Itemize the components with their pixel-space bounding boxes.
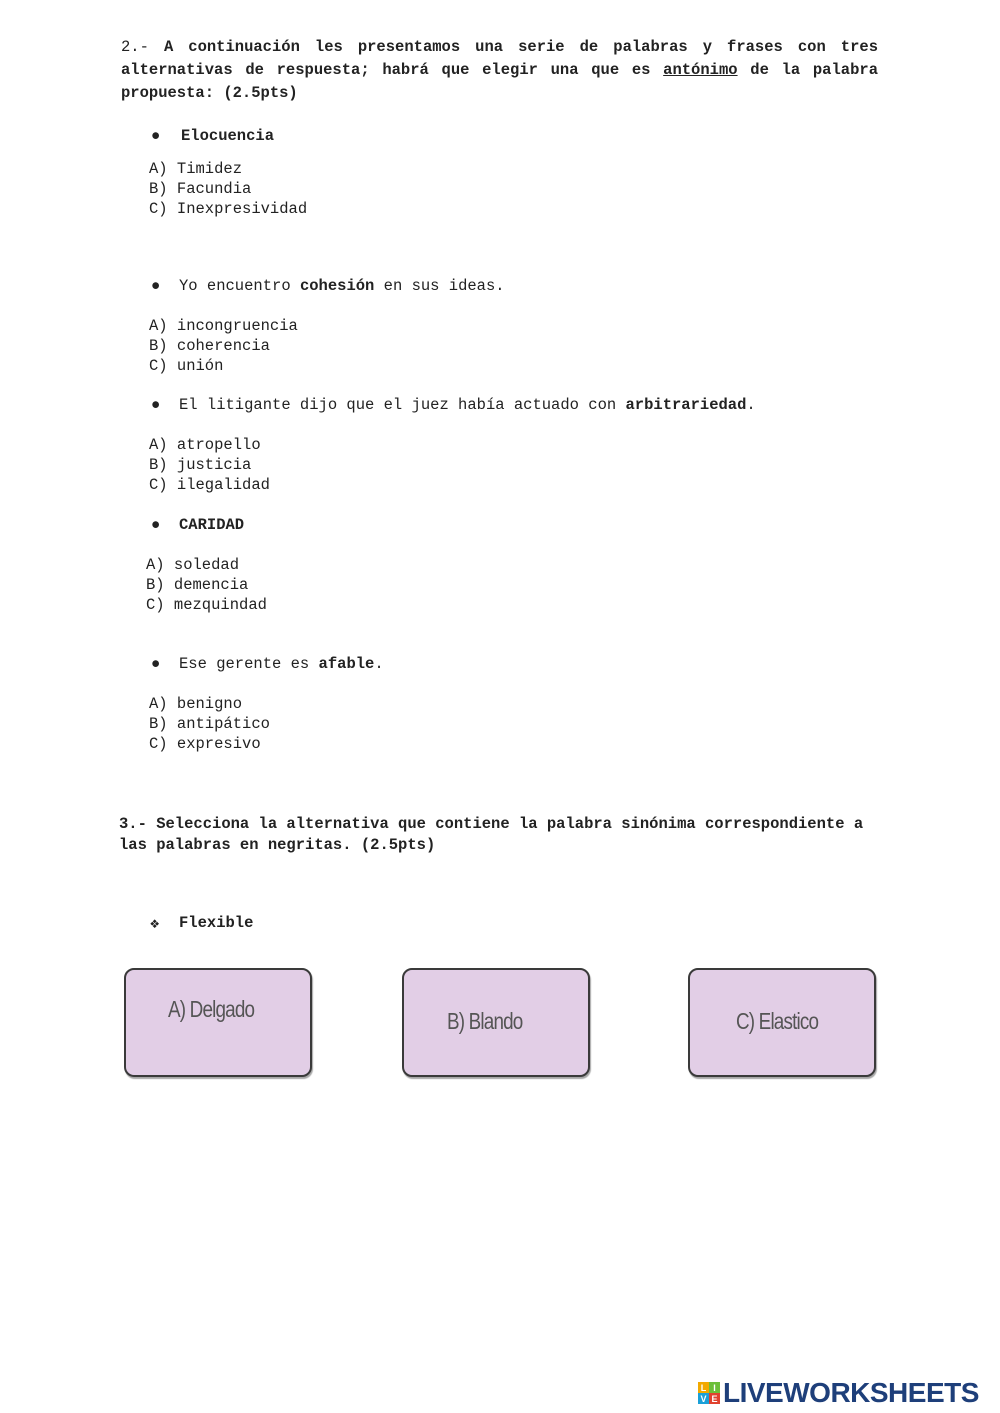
item-2-option-b[interactable]: B) coherencia — [149, 337, 270, 355]
choice-a-label: A) Delgado — [168, 996, 255, 1022]
item-1-option-a[interactable]: A) Timidez — [149, 160, 243, 178]
section-2-text-before: A continuación les presentamos una serie de palabras y frases con tres alternativas de respuesta; habrá que elegir una que es — [121, 38, 878, 79]
item-2-word: cohesión — [299, 277, 375, 295]
item-3-option-a[interactable]: A) atropello — [149, 436, 261, 454]
choice-c-button[interactable] — [688, 968, 876, 1077]
logo-mark-icon: L I V E — [698, 1382, 720, 1404]
flexible-word: Flexible — [179, 914, 254, 932]
item-4-option-c[interactable]: C) mezquindad — [146, 596, 267, 614]
bullet-icon: ● — [151, 655, 161, 673]
item-5-word: afable — [318, 655, 375, 673]
item-5-option-a[interactable]: A) benigno — [149, 695, 243, 713]
item-3-prompt: El litigante dijo que el juez había actuado con arbitrariedad. — [179, 396, 756, 414]
bullet-icon: ● — [151, 127, 161, 145]
item-2-option-a[interactable]: A) incongruencia — [149, 317, 298, 335]
item-4-option-a[interactable]: A) soledad — [146, 556, 240, 574]
item-3-word: arbitrariedad — [625, 396, 747, 414]
choice-b-button[interactable] — [402, 968, 590, 1077]
item-2-prompt: Yo encuentro cohesión en sus ideas. — [179, 277, 505, 295]
item-1-word: Elocuencia — [181, 127, 275, 145]
diamond-bullet-icon: ❖ — [150, 915, 160, 933]
item-5-prompt: Ese gerente es afable. — [179, 655, 384, 673]
logo-text: LIVEWORKSHEETS — [723, 1377, 979, 1408]
choice-a-button[interactable] — [124, 968, 312, 1077]
section-2-instructions — [121, 36, 878, 105]
item-5-option-b[interactable]: B) antipático — [149, 715, 270, 733]
item-5-option-c[interactable]: C) expresivo — [149, 735, 261, 753]
bullet-icon: ● — [151, 516, 161, 534]
item-2-option-c[interactable]: C) unión — [149, 357, 224, 375]
item-1-prompt — [181, 127, 274, 145]
choice-b-label: B) Blando — [447, 1008, 523, 1034]
liveworksheets-logo — [698, 1377, 979, 1409]
item-1-option-b[interactable]: B) Facundia — [149, 180, 252, 198]
choice-c-label: C) Elastico — [736, 1008, 819, 1034]
bullet-icon: ● — [151, 396, 161, 414]
item-4-prompt — [179, 516, 244, 534]
section-3-instructions: 3.- Selecciona la alternativa que contiene la palabra sinónima correspondiente a las palabras en negritas. (2.5pts) — [119, 815, 864, 854]
item-4-word: CARIDAD — [179, 516, 245, 534]
item-1-option-c[interactable]: C) Inexpresividad — [149, 200, 308, 218]
bullet-icon: ● — [151, 277, 161, 295]
section-2-text-after: de la palabra propuesta: (2.5pts) — [121, 61, 878, 102]
antonimo-word: antónimo — [663, 61, 738, 79]
item-4-option-b[interactable]: B) demencia — [146, 576, 249, 594]
item-3-option-b[interactable]: B) justicia — [149, 456, 252, 474]
section-2-number: 2.- — [121, 38, 149, 56]
item-3-option-c[interactable]: C) ilegalidad — [149, 476, 270, 494]
